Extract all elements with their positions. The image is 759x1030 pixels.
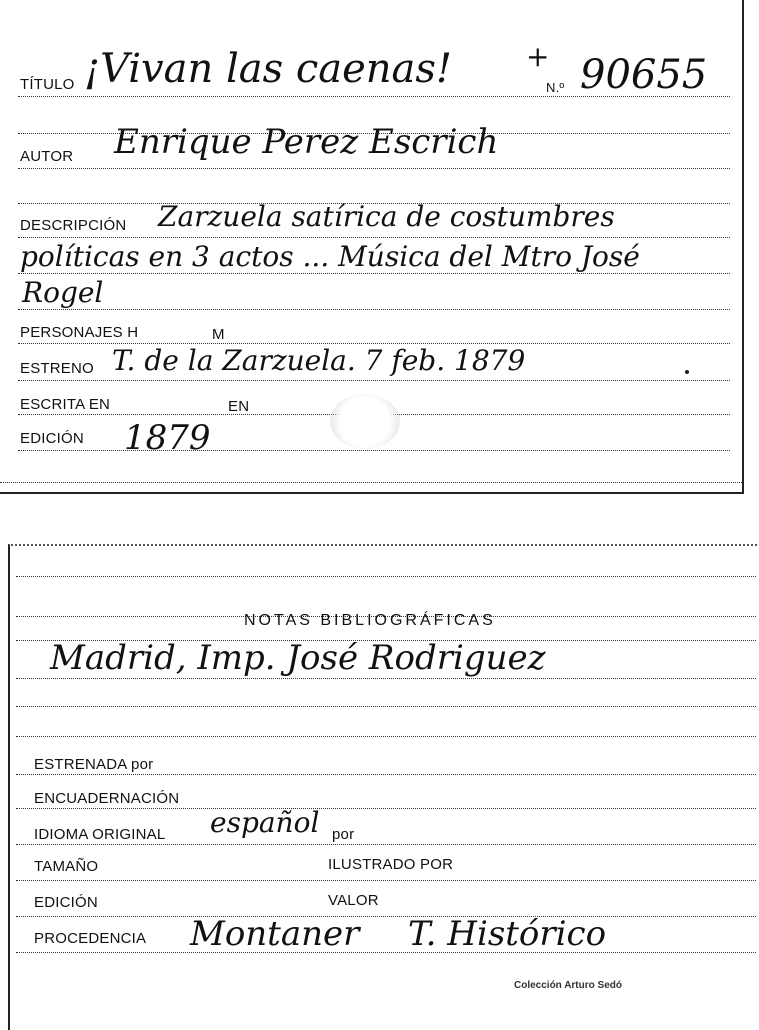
procedencia-value: Montaner (190, 914, 360, 954)
numero-label: N.º (546, 80, 565, 95)
numero-value: 90655 (580, 52, 708, 98)
procedencia-label: PROCEDENCIA (34, 930, 147, 947)
rule-line (16, 706, 756, 707)
descripcion-line1: Zarzuela satírica de costumbres (158, 200, 615, 233)
encuadernacion-line (16, 808, 756, 809)
estrenada-label: ESTRENADA por (34, 756, 154, 773)
estreno-line (18, 380, 730, 381)
estrenada-line (16, 774, 756, 775)
tamano-line (16, 880, 756, 881)
tamano-label: TAMAÑO (34, 858, 99, 875)
descripcion-line3: Rogel (22, 276, 104, 309)
titulo-value: ¡Vivan las caenas! (84, 46, 452, 92)
rule-line (0, 482, 742, 483)
valor-label: VALOR (328, 892, 379, 909)
notas-value: Madrid, Imp. José Rodriguez (50, 638, 546, 678)
collection-credit: Colección Arturo Sedó (514, 980, 622, 991)
rule-line (16, 576, 756, 577)
rule-line (18, 273, 730, 274)
autor-label: AUTOR (20, 148, 74, 165)
estreno-label: ESTRENO (20, 360, 94, 377)
titulo-mark: + (526, 40, 550, 73)
personajes-m-label: M (212, 326, 225, 343)
autor-value: Enrique Perez Escrich (114, 122, 499, 162)
descripcion-label: DESCRIPCIÓN (20, 217, 127, 234)
catalog-card-front (0, 0, 744, 494)
ilustrado-label: ILUSTRADO POR (328, 856, 454, 873)
paper-stain (330, 394, 400, 449)
descripcion-line2: políticas en 3 actos ... Música del Mtro José (20, 240, 640, 273)
notas-heading: NOTAS BIBLIOGRÁFICAS (244, 612, 496, 629)
idioma-label: IDIOMA ORIGINAL (34, 826, 166, 843)
idioma-line (16, 844, 756, 845)
edicion-line (16, 916, 756, 917)
idioma-value: español (210, 806, 320, 839)
edicion-label: EDICIÓN (20, 430, 84, 447)
edicion-label: EDICIÓN (34, 894, 98, 911)
titulo-label: TÍTULO (20, 76, 75, 93)
procedencia-line (16, 952, 756, 953)
ink-dot (685, 370, 689, 374)
encuadernacion-label: ENCUADERNACIÓN (34, 790, 180, 807)
edicion-value: 1879 (124, 418, 211, 458)
rule-line (16, 736, 756, 737)
descripcion-line (18, 237, 730, 238)
escrita-en-label: EN (228, 398, 250, 415)
estreno-value: T. de la Zarzuela. 7 feb. 1879 (112, 344, 526, 377)
catalog-card-back (8, 544, 759, 1030)
personajes-label: PERSONAJES H (20, 324, 139, 341)
idioma-por-label: por (332, 826, 355, 843)
autor-line (18, 168, 730, 169)
rule-line (18, 309, 730, 310)
notas-line (16, 678, 756, 679)
escrita-label: ESCRITA EN (20, 396, 111, 413)
procedencia-value-2: T. Histórico (408, 914, 607, 954)
